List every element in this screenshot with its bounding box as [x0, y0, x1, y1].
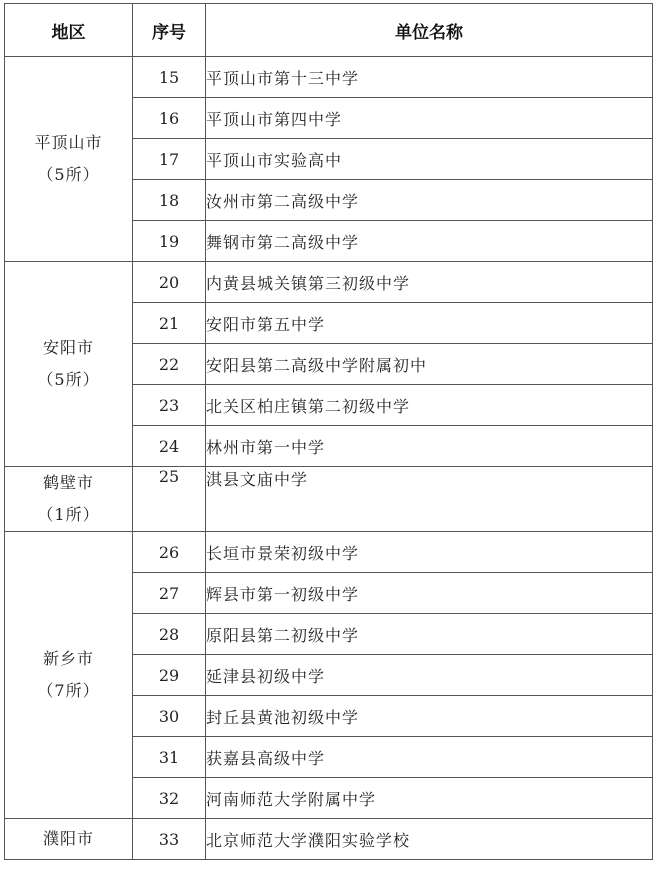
row-number: 15: [133, 57, 206, 98]
unit-name: 汝州市第二高级中学: [206, 180, 653, 221]
region-count: （1所）: [37, 505, 100, 524]
region-cell: [5, 467, 133, 532]
region-cell: [5, 532, 133, 819]
unit-name: 封丘县黄池初级中学: [206, 696, 653, 737]
school-table: [4, 3, 653, 860]
table-row: [5, 57, 653, 98]
region-cell: [5, 262, 133, 467]
table-row: [5, 819, 653, 860]
row-number: 24: [133, 426, 206, 467]
row-number: 29: [133, 655, 206, 696]
header-number: 序号: [133, 4, 206, 57]
unit-name: 平顶山市第十三中学: [206, 57, 653, 98]
unit-name: 获嘉县高级中学: [206, 737, 653, 778]
unit-name: 长垣市景荣初级中学: [206, 532, 653, 573]
row-number: 16: [133, 98, 206, 139]
unit-name: 河南师范大学附属中学: [206, 778, 653, 819]
row-number: 33: [133, 819, 206, 860]
row-number: 22: [133, 344, 206, 385]
table-row: [5, 262, 653, 303]
table-body: [5, 57, 653, 860]
unit-name: 淇县文庙中学: [206, 467, 653, 532]
row-number: 27: [133, 573, 206, 614]
region-name: 新乡市: [42, 649, 94, 668]
unit-name: 平顶山市第四中学: [206, 98, 653, 139]
row-number: 18: [133, 180, 206, 221]
unit-name: 北关区柏庄镇第二初级中学: [206, 385, 653, 426]
unit-name: 延津县初级中学: [206, 655, 653, 696]
region-count: （7所）: [37, 681, 100, 700]
row-number: 31: [133, 737, 206, 778]
row-number: 19: [133, 221, 206, 262]
header-region: 地区: [5, 4, 133, 57]
region-cell: [5, 819, 133, 860]
unit-name: 辉县市第一初级中学: [206, 573, 653, 614]
unit-name: 内黄县城关镇第三初级中学: [206, 262, 653, 303]
unit-name: 平顶山市实验高中: [206, 139, 653, 180]
unit-name: 原阳县第二初级中学: [206, 614, 653, 655]
row-number: 21: [133, 303, 206, 344]
row-number: 26: [133, 532, 206, 573]
row-number: 25: [133, 467, 206, 532]
row-number: 30: [133, 696, 206, 737]
region-count: （5所）: [37, 165, 100, 184]
row-number: 28: [133, 614, 206, 655]
row-number: 20: [133, 262, 206, 303]
row-number: 17: [133, 139, 206, 180]
row-number: 23: [133, 385, 206, 426]
row-number: 32: [133, 778, 206, 819]
region-name: 平顶山市: [34, 133, 103, 152]
unit-name: 舞钢市第二高级中学: [206, 221, 653, 262]
unit-name: 安阳县第二高级中学附属初中: [206, 344, 653, 385]
table-row: [5, 532, 653, 573]
header-unit-name: 单位名称: [206, 4, 653, 57]
region-name: 鹤壁市: [42, 473, 94, 492]
table-row: [5, 467, 653, 532]
region-name: 濮阳市: [42, 829, 94, 848]
region-count: （5所）: [37, 370, 100, 389]
header-row: [5, 4, 653, 57]
region-name: 安阳市: [42, 338, 94, 357]
unit-name: 林州市第一中学: [206, 426, 653, 467]
unit-name: 北京师范大学濮阳实验学校: [206, 819, 653, 860]
region-cell: [5, 57, 133, 262]
unit-name: 安阳市第五中学: [206, 303, 653, 344]
